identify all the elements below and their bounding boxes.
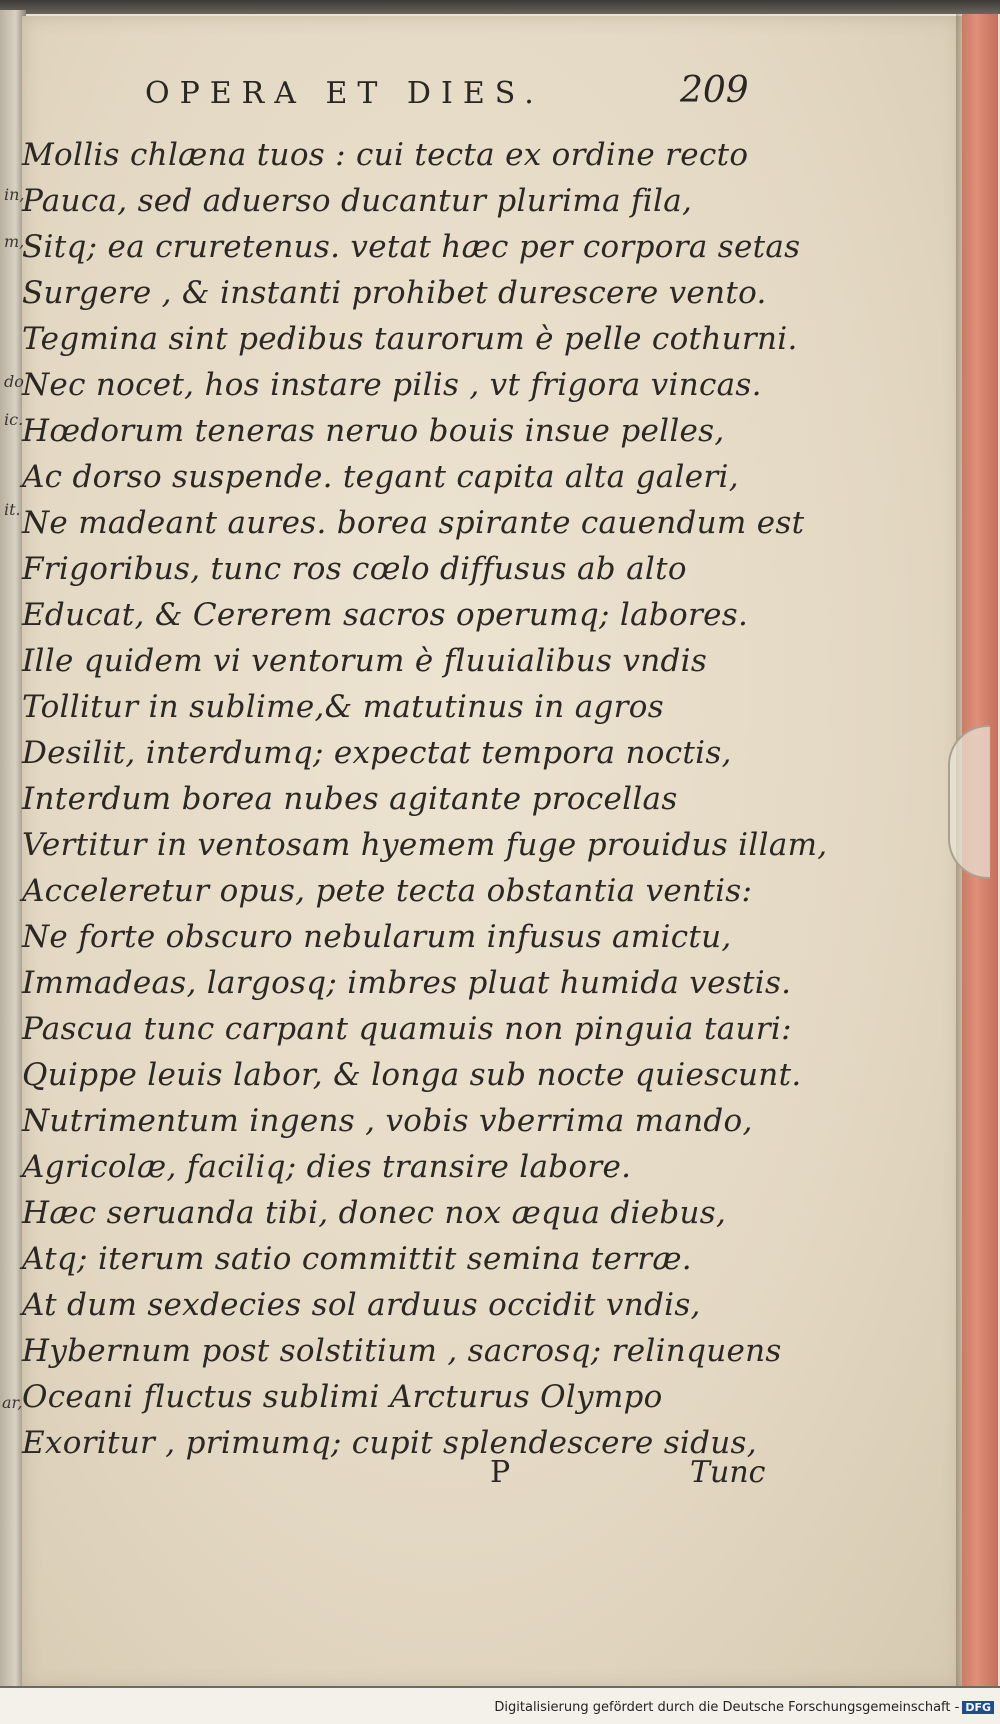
verse-line: Immadeas, largosq; imbres pluat humida vestis. — [22, 965, 792, 1001]
verse-line: Mollis chlæna tuos : cui tecta ex ordine recto — [22, 137, 749, 173]
verse-line: Ac dorso suspende. tegant capita alta galeri, — [22, 459, 739, 495]
marginal-note: ic. — [4, 410, 24, 429]
verse-line: Pauca, sed aduerso ducantur plurima fila, — [22, 183, 693, 219]
verse-line: Hybernum post solstitium , sacrosq; relinquens — [22, 1333, 782, 1369]
page-tab-outline — [948, 725, 990, 879]
verse-line: Nec nocet, hos instare pilis , vt frigora vincas. — [22, 367, 762, 403]
verse-line: Frigoribus, tunc ros cœlo diffusus ab alto — [22, 551, 687, 587]
marginal-note: it. — [4, 500, 21, 519]
verse-line: Sitq; ea cruretenus. vetat hæc per corpora setas — [22, 229, 801, 265]
verse-line: Vertitur in ventosam hyemem fuge prouidus illam, — [22, 827, 828, 863]
verse-line: Desilit, interdumq; expectat tempora noctis, — [22, 735, 732, 771]
verse-line: Nutrimentum ingens , vobis vberrima mando, — [22, 1103, 753, 1139]
verse-line: Surgere , & instanti prohibet durescere vento. — [22, 275, 767, 311]
verse-line: Ille quidem vi ventorum è fluuialibus vndis — [22, 643, 708, 679]
folio-number: 209 — [680, 70, 749, 111]
verse-line: Ne forte obscuro nebularum infusus amictu, — [22, 919, 732, 955]
verse-line: Acceleretur opus, pete tecta obstantia ventis: — [22, 873, 753, 909]
book-top-edge — [0, 0, 1000, 14]
signature-mark: P — [490, 1455, 511, 1490]
marginal-note: m, — [4, 232, 25, 251]
verse-text — [22, 132, 922, 1466]
verse-line: Tegmina sint pedibus taurorum è pelle cothurni. — [22, 321, 798, 357]
verse-line: Interdum borea nubes agitante procellas — [22, 781, 678, 817]
verse-line: Oceani fluctus sublimi Arcturus Olympo — [22, 1379, 663, 1415]
verse-line: Educat, & Cererem sacros operumq; labores. — [22, 597, 749, 633]
verse-line: Hœdorum teneras neruo bouis insue pelles, — [22, 413, 725, 449]
verse-line: Hæc seruanda tibi, donec nox æqua diebus, — [22, 1195, 727, 1231]
verse-line: Atq; iterum satio committit semina terræ. — [22, 1241, 692, 1277]
verse-line: Ne madeant aures. borea spirante cauendum est — [22, 505, 805, 541]
marginal-note: in, — [4, 185, 25, 204]
marginal-note: ar, — [2, 1393, 23, 1412]
verse-line: Quippe leuis labor, & longa sub nocte quiescunt. — [22, 1057, 802, 1093]
verse-line: Agricolæ, faciliq; dies transire labore. — [22, 1149, 632, 1185]
credit-text: Digitalisierung gefördert durch die Deutsche Forschungsgemeinschaft - — [494, 1700, 960, 1715]
digitization-credit — [494, 1700, 994, 1715]
verse-line: Tollitur in sublime,& matutinus in agros — [22, 689, 664, 725]
verse-line: Exoritur , primumq; cupit splendescere sidus, — [22, 1425, 757, 1461]
marginal-note: do — [4, 372, 24, 391]
verse-line: Pascua tunc carpant quamuis non pinguia tauri: — [22, 1011, 792, 1047]
dfg-logo: DFG — [962, 1701, 994, 1714]
verse-line: At dum sexdecies sol arduus occidit vndis, — [22, 1287, 701, 1323]
running-title: OPERA ET DIES. — [145, 76, 544, 111]
catchword: Tunc — [690, 1455, 766, 1490]
